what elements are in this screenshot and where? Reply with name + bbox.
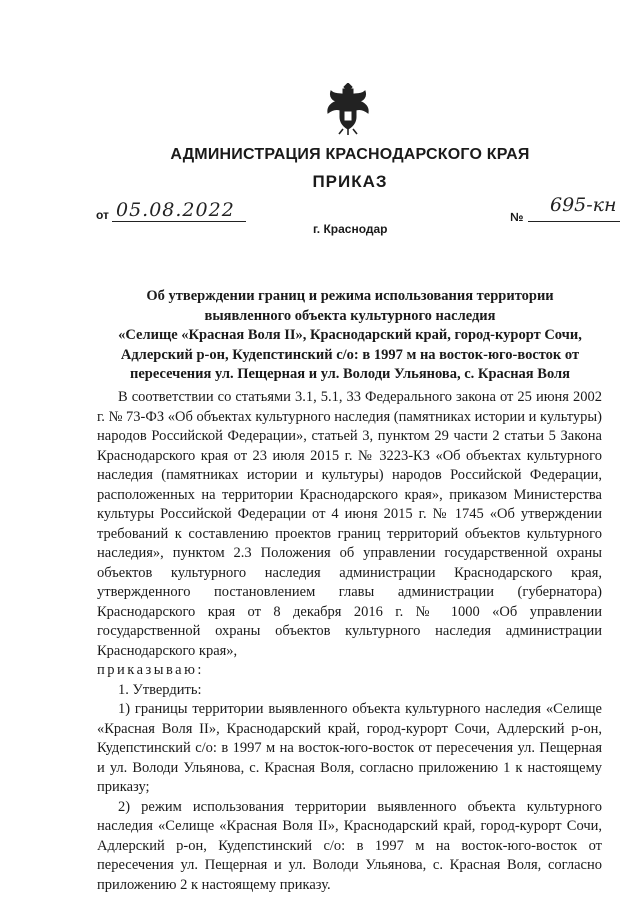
document-body <box>97 388 602 895</box>
document-type: ПРИКАЗ <box>312 172 388 191</box>
title-line: Об утверждении границ и режима использования территории <box>146 288 554 304</box>
date-label: от <box>96 208 109 222</box>
date-underline <box>112 221 246 222</box>
order-word: приказываю: <box>97 662 204 678</box>
title-line: выявленного объекта культурного наследия <box>204 307 496 324</box>
number-underline <box>528 221 620 222</box>
title-line: Адлерский р-он, Кудепстинский с/о: в 1997 м на восток-юго-восток от <box>120 346 580 363</box>
organization-name: АДМИНИСТРАЦИЯ КРАСНОДАРСКОГО КРАЯ <box>170 146 530 163</box>
handwritten-date: 05.08.2022 <box>116 199 235 221</box>
item-1: 1. Утвердить: <box>118 681 202 698</box>
number-label: № <box>510 210 524 224</box>
subitem-1: 1) границы территории выявленного объекта культурного наследия «Селище «Красная Воля II», Краснодарский край, город-курорт Сочи, Адлерский р-он, Кудепстинский с/о: в 1997 м на восток-юго-восток от пересечения ул. Пещерная и ул. Володи Ульянова, с. Красная Воля, согласно приложению 1 к настоящему приказу; <box>97 701 602 795</box>
city-name: г. Краснодар <box>313 222 388 236</box>
title-line: пересечения ул. Пещерная и ул. Володи Ульянова, с. Красная Воля <box>130 366 570 382</box>
handwritten-number: 695-кн <box>550 194 617 216</box>
document-title <box>90 287 610 385</box>
title-line: «Селище «Красная Воля II», Краснодарский край, город-курорт Сочи, <box>118 327 582 343</box>
coat-of-arms-emblem <box>325 83 371 135</box>
preamble-paragraph: В соответствии со статьями 3.1, 5.1, 33 Федерального закона от 25 июня 2002 г. № 73-ФЗ «Об объектах культурного наследия (памятниках истории и культуры) народов Российской Федерации», статьей 3, пунктом 29 части 2 статьи 5 Закона Краснодарского края от 23 июля 2015 г. № 3223-КЗ «Об объектах культурного наследия (памятниках истории и культуры) народов Российской Федерации, расположенных на территории Краснодарского края», приказом Министерства культуры Российской Федерации от 4 июня 2015 г. № 1745 «Об утверждении требований к составлению проектов границ территорий объектов культурного наследия», пунктом 2.3 Положения об управлении государственной охраны объектов культурного наследия администрации Краснодарского края, утвержденного постановлением главы администрации (губернатора) Краснодарского края от 8 декабря 2016 г. № 1000 «Об управлении государственной охраны объектов культурного наследия администрации Краснодарского края», <box>97 389 602 659</box>
subitem-2: 2) режим использования территории выявленного объекта культурного наследия «Селище «Красная Воля II», Краснодарский край, город-курорт Сочи, Адлерский р-он, Кудепстинский с/о: в 1997 м на восток-юго-восток от пересечения ул. Пещерная и ул. Володи Ульянова, с. Красная Воля, согласно приложению 2 к настоящему приказу. <box>97 798 602 893</box>
